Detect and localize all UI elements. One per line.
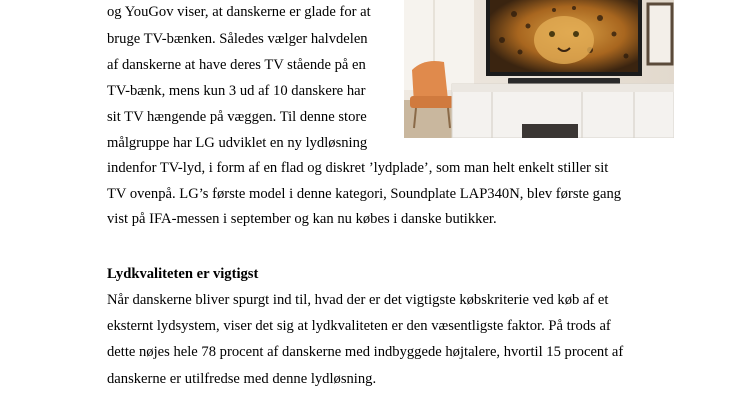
paragraph-line: eksternt lydsystem, viser det sig at lydkvaliteten er den væsentligste faktor. På trods af <box>107 318 611 334</box>
paragraph-line: danskerne er utilfredse med denne lydløsning. <box>107 371 377 387</box>
paragraph-line: af danskerne at have deres TV stående på en <box>107 57 366 73</box>
wall-picture <box>648 4 672 64</box>
paragraph-line: bruge TV-bænken. Således vælger halvdelen <box>107 31 368 47</box>
tv-cabinet <box>452 84 674 138</box>
paragraph-line: og YouGov viser, at danskerne er glade for at <box>107 4 371 20</box>
paragraph-line: Når danskerne bliver spurgt ind til, hvad der er det vigtigste købskriterie ved køb af et <box>107 292 609 308</box>
paragraph-line: indenfor TV-lyd, i form af en flad og diskret ’lydplade’, som man helt enkelt stiller sit <box>107 160 609 176</box>
paragraph-line: vist på IFA-messen i september og kan nu købes i danske butikker. <box>107 211 497 227</box>
paragraph-line: TV ovenpå. LG’s første model i denne kategori, Soundplate LAP340N, blev første gang <box>107 186 622 202</box>
tv <box>486 0 642 76</box>
section-heading: Lydkvaliteten er vigtigst <box>107 266 259 282</box>
tv-soundplate-illustration <box>404 0 674 138</box>
paragraph-line: sit TV hængende på væggen. Til denne store <box>107 109 367 125</box>
paragraph-line: dette nøjes hele 78 procent af danskerne med indbyggede højtalere, hvortil 15 procent af <box>107 344 624 360</box>
paragraph-line: målgruppe har LG udviklet en ny lydløsning <box>107 135 368 151</box>
product-photo <box>404 0 674 138</box>
paragraph-line: TV-bænk, mens kun 3 ud af 10 danskere har <box>107 83 366 99</box>
soundplate <box>508 78 620 84</box>
